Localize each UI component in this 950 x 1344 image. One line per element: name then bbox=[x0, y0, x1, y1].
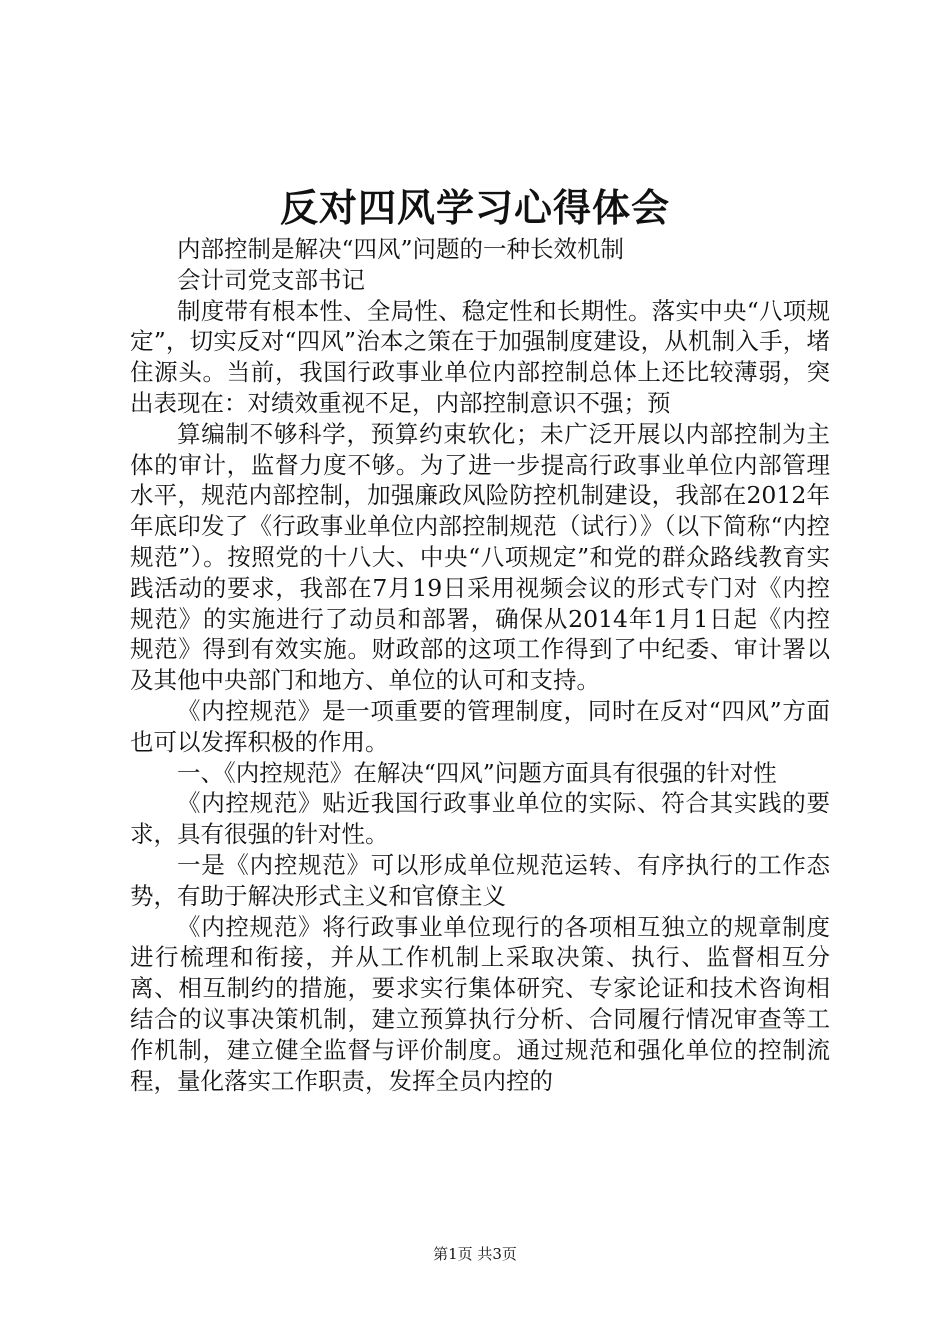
author-line: 会计司党支部书记 bbox=[177, 265, 365, 294]
body-paragraph: 《内控规范》贴近我国行政事业单位的实际、符合其实践的要求，具有很强的针对性。 bbox=[130, 789, 830, 849]
subsection-heading: 一是《内控规范》可以形成单位规范运转、有序执行的工作态势，有助于解决形式主义和官僚主义 bbox=[130, 850, 830, 910]
body-paragraph: 算编制不够科学，预算约束软化；未广泛开展以内部控制为主体的审计，监督力度不够。为了进一步提高行政事业单位内部管理水平，规范内部控制，加强廉政风险防控机制建设，我部在2012年年底印发了《行政事业单位内部控制规范（试行）》（以下简称“内控规范”）。按照党的十八大、中央“八项规定”和党的群众路线教育实践活动的要求，我部在7月19日采用视频会议的形式专门对《内控规范》的实施进行了动员和部署，确保从2014年1月1日起《内控规范》得到有效实施。财政部的这项工作得到了中纪委、审计署以及其他中央部门和地方、单位的认可和支持。 bbox=[130, 419, 830, 695]
document-body bbox=[130, 234, 830, 1096]
document-title: 反对四风学习心得体会 bbox=[279, 185, 670, 230]
page-footer: 第1页 共3页 bbox=[433, 1245, 517, 1263]
body-paragraph: 《内控规范》是一项重要的管理制度，同时在反对“四风”方面也可以发挥积极的作用。 bbox=[130, 696, 830, 756]
body-paragraph: 制度带有根本性、全局性、稳定性和长期性。落实中央“八项规定”，切实反对“四风”治本之策在于加强制度建设，从机制入手，堵住源头。当前，我国行政事业单位内部控制总体上还比较薄弱，突出表现在：对绩效重视不足，内部控制意识不强；预 bbox=[130, 296, 830, 417]
subtitle-line: 内部控制是解决“四风”问题的一种长效机制 bbox=[177, 235, 625, 263]
section-heading: 一、《内控规范》在解决“四风”问题方面具有很强的针对性 bbox=[177, 758, 777, 787]
body-paragraph: 《内控规范》将行政事业单位现行的各项相互独立的规章制度进行梳理和衔接，并从工作机制上采取决策、执行、监督相互分离、相互制约的措施，要求实行集体研究、专家论证和技术咨询相结合的议事决策机制，建立预算执行分析、合同履行情况审查等工作机制，建立健全监督与评价制度。通过规范和强化单位的控制流程，量化落实工作职责，发挥全员内控的 bbox=[130, 912, 830, 1095]
